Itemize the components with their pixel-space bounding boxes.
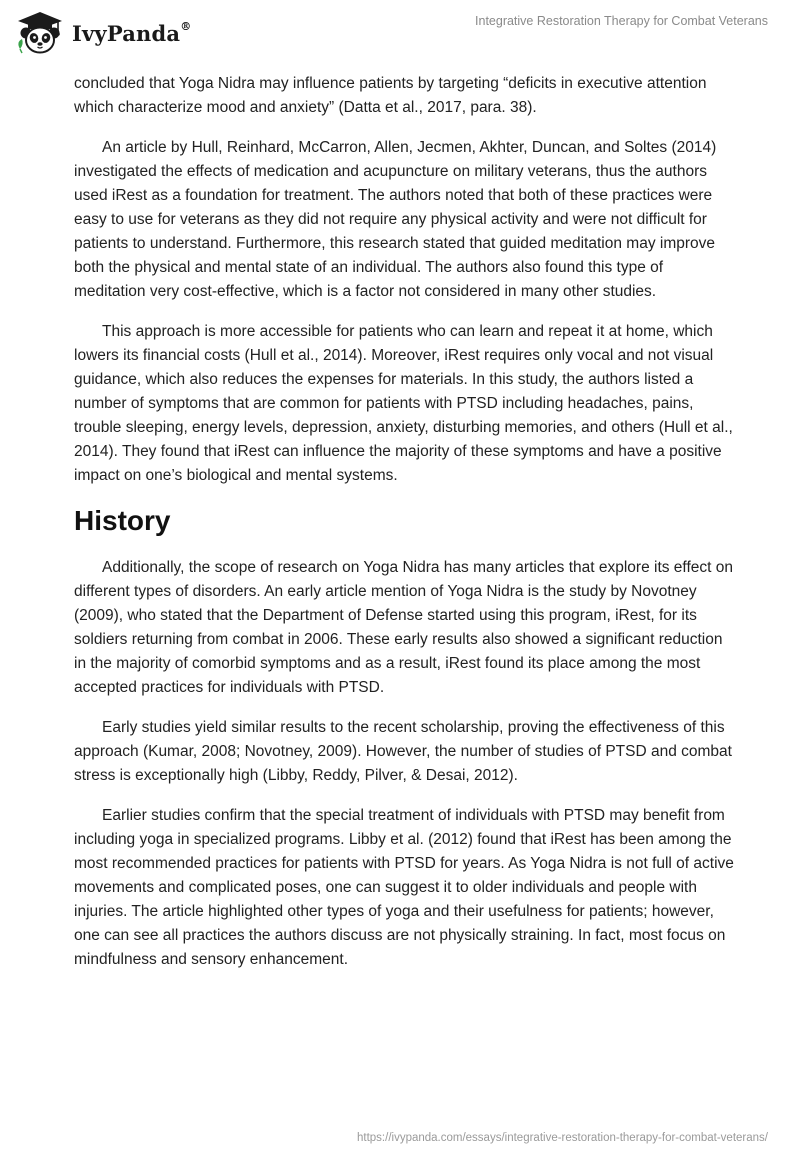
essay-body <box>74 72 734 988</box>
brand-name: IvyPanda® <box>72 19 192 46</box>
page-header <box>0 0 800 64</box>
paragraph-accessibility: This approach is more accessible for patients who can learn and repeat it at home, which lowers its financial costs (Hull et al., 2014). Moreover, iRest requires only vocal and not visual guidance, which also reduces the expenses for materials. In this study, the authors listed a number of symptoms that are common for patients with PTSD including headaches, pains, trouble sleeping, energy levels, depression, anxiety, disturbing memories, and others (Hull et al., 2014). They found that iRest can influence the majority of these symptoms and have a positive impact on one’s biological and mental systems. <box>74 323 733 484</box>
section-heading-history: History <box>74 505 171 536</box>
panda-graduate-icon <box>14 9 66 55</box>
paragraph-earlier-studies: Earlier studies confirm that the special treatment of individuals with PTSD may benefit from including yoga in specialized programs. Libby et al. (2012) found that iRest has been among the most recommended practices for patients with PTSD for years. As Yoga Nidra is not full of active movements and complicated poses, one can suggest it to older individuals and people with injuries. The article highlighted other types of yoga and their usefulness for patients; however, one can see all practices the authors discuss are not physically straining. In fact, most focus on mindfulness and sensory enhancement. <box>74 807 734 968</box>
ivypanda-logo[interactable] <box>14 8 191 56</box>
paragraph-early-studies: Early studies yield similar results to the recent scholarship, proving the effectiveness of this approach (Kumar, 2008; Novotney, 2009). However, the number of studies of PTSD and combat stress is exceptionally high (Libby, Reddy, Pilver, & Desai, 2012). <box>74 719 732 784</box>
paragraph-continuation: concluded that Yoga Nidra may influence patients by targeting “deficits in executive attention which characterize mood and anxiety” (Datta et al., 2017, para. 38). <box>74 75 707 116</box>
registered-mark: ® <box>180 19 192 33</box>
document-title: Integrative Restoration Therapy for Combat Veterans <box>475 14 768 28</box>
source-url-link[interactable]: https://ivypanda.com/essays/integrative-restoration-therapy-for-combat-veterans/ <box>357 1132 768 1144</box>
paragraph-hull-study: An article by Hull, Reinhard, McCarron, Allen, Jecmen, Akhter, Duncan, and Soltes (2014) investigated the effects of medication and acupuncture on military veterans, thus the authors used iRest as a foundation for treatment. The authors noted that both of these practices were easy to use for veterans as they did not require any physical activity and were not difficult for patients to understand. Furthermore, this research stated that guided meditation may improve both the physical and mental state of an individual. The authors also found this type of meditation very cost-effective, which is a factor not considered in many other studies. <box>74 139 717 300</box>
paragraph-early-research: Additionally, the scope of research on Yoga Nidra has many articles that explore its effect on different types of disorders. An early article mention of Yoga Nidra is the study by Novotney (2009), who stated that the Department of Defense started using this program, iRest, for its soldiers returning from combat in 2006. These early results also showed a significant reduction in the majority of comorbid symptoms and as a result, iRest found its place among the most accepted practices for individuals with PTSD. <box>74 559 733 696</box>
